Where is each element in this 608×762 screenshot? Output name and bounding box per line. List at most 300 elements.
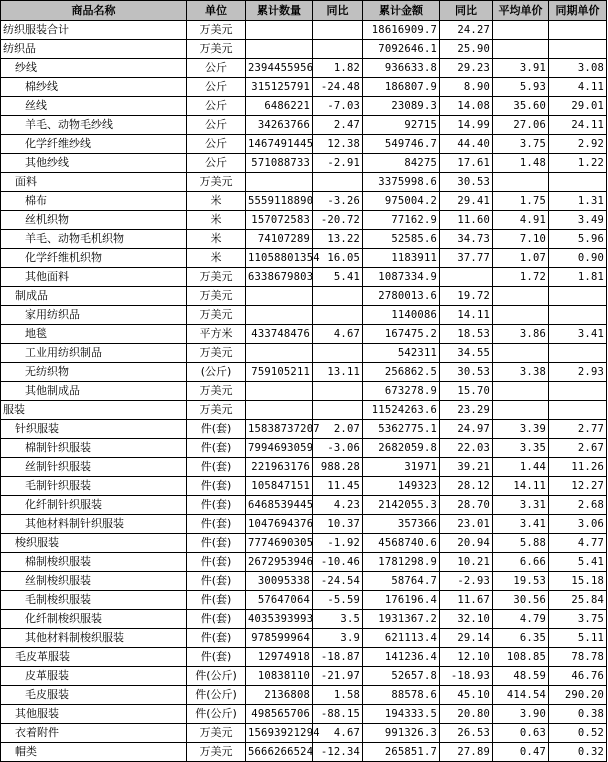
cell-product-name: 羊毛、动物毛纱线 (1, 116, 187, 135)
cell-product-name: 丝制针织服装 (1, 458, 187, 477)
cell-amount-yoy: 18.53 (440, 325, 493, 344)
cell-unit: 公斤 (187, 135, 246, 154)
cell-unit: 件(套) (187, 477, 246, 496)
cell-quantity-yoy: 10.37 (313, 515, 363, 534)
cell-unit: 万美元 (187, 287, 246, 306)
cell-unit: 米 (187, 230, 246, 249)
cell-cumulative-amount: 975004.2 (363, 192, 440, 211)
cell-unit: 件(套) (187, 496, 246, 515)
cell-average-price: 3.75 (493, 135, 549, 154)
cell-quantity-yoy: 4.67 (313, 724, 363, 743)
cell-unit: 件(套) (187, 420, 246, 439)
cell-cumulative-amount: 5362775.1 (363, 420, 440, 439)
table-row (1, 249, 607, 268)
table-row (1, 363, 607, 382)
cell-quantity-yoy: 13.22 (313, 230, 363, 249)
cell-average-price: 6.35 (493, 629, 549, 648)
cell-unit: 公斤 (187, 116, 246, 135)
cell-cumulative-quantity: 498565706 (246, 705, 313, 724)
cell-cumulative-quantity: 5666266524 (246, 743, 313, 762)
cell-average-price: 14.11 (493, 477, 549, 496)
cell-average-price (493, 382, 549, 401)
cell-unit: 公斤 (187, 154, 246, 173)
cell-cumulative-amount: 58764.7 (363, 572, 440, 591)
cell-product-name: 其他材料制梭织服装 (1, 629, 187, 648)
cell-product-name: 衣着附件 (1, 724, 187, 743)
cell-quantity-yoy (313, 306, 363, 325)
cell-amount-yoy: 28.70 (440, 496, 493, 515)
cell-quantity-yoy: 13.11 (313, 363, 363, 382)
cell-product-name: 服装 (1, 401, 187, 420)
cell-product-name: 毛制梭织服装 (1, 591, 187, 610)
cell-cumulative-quantity: 1467491445 (246, 135, 313, 154)
cell-average-price (493, 21, 549, 40)
table-row (1, 59, 607, 78)
cell-unit: 万美元 (187, 40, 246, 59)
cell-product-name: 化学纤维机织物 (1, 249, 187, 268)
table-row (1, 325, 607, 344)
cell-cumulative-quantity: 6338679803 (246, 268, 313, 287)
cell-average-price: 0.63 (493, 724, 549, 743)
cell-prior-period-price: 2.67 (549, 439, 607, 458)
cell-quantity-yoy: -21.97 (313, 667, 363, 686)
table-row (1, 439, 607, 458)
cell-prior-period-price (549, 173, 607, 192)
cell-unit: 件(套) (187, 534, 246, 553)
cell-average-price: 3.91 (493, 59, 549, 78)
header-average-price: 平均单价 (493, 1, 549, 21)
table-row (1, 97, 607, 116)
cell-quantity-yoy: 4.67 (313, 325, 363, 344)
cell-average-price: 3.90 (493, 705, 549, 724)
cell-cumulative-quantity (246, 21, 313, 40)
cell-unit: 万美元 (187, 173, 246, 192)
header-product-name: 商品名称 (1, 1, 187, 21)
header-amount-yoy: 同比 (440, 1, 493, 21)
table-row (1, 135, 607, 154)
cell-unit: 万美元 (187, 724, 246, 743)
cell-product-name: 工业用纺织制品 (1, 344, 187, 363)
cell-amount-yoy: 19.72 (440, 287, 493, 306)
cell-unit: 万美元 (187, 743, 246, 762)
header-unit: 单位 (187, 1, 246, 21)
cell-unit: 件(套) (187, 439, 246, 458)
table-row (1, 648, 607, 667)
cell-amount-yoy: 45.10 (440, 686, 493, 705)
cell-average-price: 3.31 (493, 496, 549, 515)
cell-average-price (493, 344, 549, 363)
cell-cumulative-amount: 3375998.6 (363, 173, 440, 192)
cell-quantity-yoy (313, 287, 363, 306)
cell-prior-period-price (549, 287, 607, 306)
table-row (1, 724, 607, 743)
cell-quantity-yoy: 11.45 (313, 477, 363, 496)
cell-quantity-yoy: -24.54 (313, 572, 363, 591)
cell-average-price: 0.47 (493, 743, 549, 762)
cell-average-price: 108.85 (493, 648, 549, 667)
cell-unit: 万美元 (187, 21, 246, 40)
cell-prior-period-price: 3.49 (549, 211, 607, 230)
table-row (1, 382, 607, 401)
cell-cumulative-quantity: 1047694376 (246, 515, 313, 534)
cell-cumulative-quantity (246, 173, 313, 192)
cell-average-price: 3.35 (493, 439, 549, 458)
cell-cumulative-quantity: 433748476 (246, 325, 313, 344)
cell-product-name: 棉制针织服装 (1, 439, 187, 458)
cell-average-price: 1.44 (493, 458, 549, 477)
cell-quantity-yoy: 1.58 (313, 686, 363, 705)
cell-amount-yoy: 26.53 (440, 724, 493, 743)
table-row (1, 401, 607, 420)
cell-average-price: 3.39 (493, 420, 549, 439)
cell-prior-period-price: 3.08 (549, 59, 607, 78)
cell-cumulative-amount: 1931367.2 (363, 610, 440, 629)
cell-prior-period-price: 0.38 (549, 705, 607, 724)
cell-quantity-yoy: 5.41 (313, 268, 363, 287)
cell-prior-period-price: 1.31 (549, 192, 607, 211)
cell-average-price: 1.72 (493, 268, 549, 287)
cell-quantity-yoy: -10.46 (313, 553, 363, 572)
cell-amount-yoy (440, 268, 493, 287)
cell-amount-yoy: 30.53 (440, 363, 493, 382)
cell-cumulative-quantity (246, 306, 313, 325)
table-row (1, 591, 607, 610)
cell-unit: (公斤) (187, 363, 246, 382)
cell-prior-period-price: 4.77 (549, 534, 607, 553)
cell-unit: 件(套) (187, 629, 246, 648)
cell-cumulative-amount: 4568740.6 (363, 534, 440, 553)
cell-prior-period-price (549, 382, 607, 401)
cell-amount-yoy: 23.29 (440, 401, 493, 420)
cell-product-name: 面料 (1, 173, 187, 192)
cell-product-name: 化学纤维纱线 (1, 135, 187, 154)
cell-quantity-yoy (313, 382, 363, 401)
cell-cumulative-amount: 549746.7 (363, 135, 440, 154)
cell-cumulative-amount: 92715 (363, 116, 440, 135)
cell-unit: 件(套) (187, 610, 246, 629)
cell-average-price: 4.91 (493, 211, 549, 230)
cell-amount-yoy: 44.40 (440, 135, 493, 154)
cell-cumulative-amount: 1140086 (363, 306, 440, 325)
cell-average-price (493, 173, 549, 192)
cell-average-price: 19.53 (493, 572, 549, 591)
cell-prior-period-price: 5.41 (549, 553, 607, 572)
table-row (1, 116, 607, 135)
cell-cumulative-amount: 2142055.3 (363, 496, 440, 515)
cell-prior-period-price: 2.92 (549, 135, 607, 154)
cell-cumulative-amount: 1087334.9 (363, 268, 440, 287)
cell-amount-yoy: 39.21 (440, 458, 493, 477)
table-row (1, 496, 607, 515)
table-row (1, 192, 607, 211)
cell-cumulative-amount: 31971 (363, 458, 440, 477)
table-row (1, 572, 607, 591)
cell-unit: 米 (187, 249, 246, 268)
cell-cumulative-quantity: 105847151 (246, 477, 313, 496)
cell-cumulative-amount: 621113.4 (363, 629, 440, 648)
cell-average-price (493, 401, 549, 420)
cell-quantity-yoy: 3.9 (313, 629, 363, 648)
cell-average-price: 5.93 (493, 78, 549, 97)
cell-quantity-yoy (313, 21, 363, 40)
cell-unit: 件(套) (187, 591, 246, 610)
cell-prior-period-price: 5.11 (549, 629, 607, 648)
cell-amount-yoy: 34.73 (440, 230, 493, 249)
cell-cumulative-quantity: 10838110 (246, 667, 313, 686)
cell-quantity-yoy: -5.59 (313, 591, 363, 610)
cell-cumulative-quantity: 12974918 (246, 648, 313, 667)
cell-cumulative-quantity: 2672953946 (246, 553, 313, 572)
cell-cumulative-quantity: 6486221 (246, 97, 313, 116)
cell-cumulative-amount: 186807.9 (363, 78, 440, 97)
cell-quantity-yoy: 16.05 (313, 249, 363, 268)
table-row (1, 154, 607, 173)
cell-cumulative-amount: 88578.6 (363, 686, 440, 705)
cell-quantity-yoy: -3.26 (313, 192, 363, 211)
table-row (1, 667, 607, 686)
table-body (1, 21, 607, 762)
cell-unit: 万美元 (187, 382, 246, 401)
cell-cumulative-amount: 194333.5 (363, 705, 440, 724)
cell-cumulative-quantity: 571088733 (246, 154, 313, 173)
cell-prior-period-price (549, 344, 607, 363)
table-row (1, 458, 607, 477)
table-row (1, 534, 607, 553)
cell-prior-period-price: 2.77 (549, 420, 607, 439)
cell-cumulative-quantity (246, 40, 313, 59)
cell-prior-period-price: 46.76 (549, 667, 607, 686)
cell-unit: 件(套) (187, 648, 246, 667)
cell-product-name: 纺织服装合计 (1, 21, 187, 40)
cell-prior-period-price: 3.75 (549, 610, 607, 629)
cell-product-name: 其他制成品 (1, 382, 187, 401)
header-cumulative-quantity: 累计数量 (246, 1, 313, 21)
header-row (1, 1, 607, 21)
cell-quantity-yoy: 4.23 (313, 496, 363, 515)
cell-cumulative-quantity: 2394455956 (246, 59, 313, 78)
cell-average-price: 5.88 (493, 534, 549, 553)
cell-cumulative-quantity: 11058801354 (246, 249, 313, 268)
cell-quantity-yoy: -3.06 (313, 439, 363, 458)
cell-cumulative-amount: 77162.9 (363, 211, 440, 230)
cell-cumulative-quantity (246, 401, 313, 420)
cell-cumulative-quantity: 30095338 (246, 572, 313, 591)
cell-cumulative-quantity (246, 287, 313, 306)
cell-product-name: 梭织服装 (1, 534, 187, 553)
cell-cumulative-quantity: 2136808 (246, 686, 313, 705)
cell-prior-period-price: 0.90 (549, 249, 607, 268)
cell-average-price: 414.54 (493, 686, 549, 705)
cell-cumulative-quantity (246, 344, 313, 363)
cell-product-name: 棉纱线 (1, 78, 187, 97)
cell-cumulative-amount: 2780013.6 (363, 287, 440, 306)
cell-average-price: 3.86 (493, 325, 549, 344)
cell-average-price: 48.59 (493, 667, 549, 686)
cell-amount-yoy: 29.14 (440, 629, 493, 648)
cell-product-name: 其他服装 (1, 705, 187, 724)
cell-cumulative-amount: 265851.7 (363, 743, 440, 762)
cell-prior-period-price (549, 40, 607, 59)
cell-unit: 件(公斤) (187, 686, 246, 705)
cell-amount-yoy: 12.10 (440, 648, 493, 667)
header-quantity-yoy: 同比 (313, 1, 363, 21)
cell-prior-period-price: 1.81 (549, 268, 607, 287)
cell-cumulative-amount: 1183911 (363, 249, 440, 268)
cell-quantity-yoy: -7.03 (313, 97, 363, 116)
cell-prior-period-price: 15.18 (549, 572, 607, 591)
cell-amount-yoy: 17.61 (440, 154, 493, 173)
cell-average-price: 1.75 (493, 192, 549, 211)
table-row (1, 230, 607, 249)
cell-unit: 件(套) (187, 458, 246, 477)
cell-amount-yoy: 20.94 (440, 534, 493, 553)
cell-cumulative-amount: 18616909.7 (363, 21, 440, 40)
cell-prior-period-price: 290.20 (549, 686, 607, 705)
cell-cumulative-quantity (246, 382, 313, 401)
cell-product-name: 丝制梭织服装 (1, 572, 187, 591)
cell-amount-yoy: 14.99 (440, 116, 493, 135)
cell-unit: 万美元 (187, 401, 246, 420)
cell-cumulative-amount: 936633.8 (363, 59, 440, 78)
cell-quantity-yoy (313, 173, 363, 192)
cell-cumulative-amount: 52657.8 (363, 667, 440, 686)
cell-cumulative-amount: 84275 (363, 154, 440, 173)
cell-quantity-yoy: -12.34 (313, 743, 363, 762)
table-row (1, 40, 607, 59)
cell-amount-yoy: 25.90 (440, 40, 493, 59)
cell-quantity-yoy: -18.87 (313, 648, 363, 667)
cell-product-name: 毛皮革服装 (1, 648, 187, 667)
cell-prior-period-price: 24.11 (549, 116, 607, 135)
cell-product-name: 毛制针织服装 (1, 477, 187, 496)
header-prior-period-price: 同期单价 (549, 1, 607, 21)
table-row (1, 743, 607, 762)
cell-product-name: 皮革服装 (1, 667, 187, 686)
cell-prior-period-price: 4.11 (549, 78, 607, 97)
cell-product-name: 毛皮服装 (1, 686, 187, 705)
cell-quantity-yoy (313, 401, 363, 420)
cell-cumulative-quantity: 7994693059 (246, 439, 313, 458)
cell-product-name: 制成品 (1, 287, 187, 306)
table-row (1, 610, 607, 629)
table-row (1, 629, 607, 648)
cell-cumulative-amount: 149323 (363, 477, 440, 496)
cell-average-price: 1.07 (493, 249, 549, 268)
cell-unit: 米 (187, 192, 246, 211)
cell-product-name: 化纤制针织服装 (1, 496, 187, 515)
table-row (1, 268, 607, 287)
cell-quantity-yoy: 988.28 (313, 458, 363, 477)
cell-product-name: 羊毛、动物毛机织物 (1, 230, 187, 249)
cell-average-price: 1.48 (493, 154, 549, 173)
cell-product-name: 其他面料 (1, 268, 187, 287)
cell-cumulative-amount: 23089.3 (363, 97, 440, 116)
cell-product-name: 其他材料制针织服装 (1, 515, 187, 534)
cell-unit: 件(公斤) (187, 667, 246, 686)
cell-unit: 万美元 (187, 344, 246, 363)
cell-quantity-yoy: 3.5 (313, 610, 363, 629)
cell-unit: 平方米 (187, 325, 246, 344)
cell-amount-yoy: 10.21 (440, 553, 493, 572)
cell-amount-yoy: 8.90 (440, 78, 493, 97)
cell-quantity-yoy: 2.47 (313, 116, 363, 135)
table-row (1, 344, 607, 363)
cell-prior-period-price: 3.41 (549, 325, 607, 344)
cell-prior-period-price: 78.78 (549, 648, 607, 667)
cell-prior-period-price: 1.22 (549, 154, 607, 173)
cell-quantity-yoy: 1.82 (313, 59, 363, 78)
cell-unit: 件(套) (187, 515, 246, 534)
cell-product-name: 化纤制梭织服装 (1, 610, 187, 629)
cell-amount-yoy: 28.12 (440, 477, 493, 496)
cell-product-name: 家用纺织品 (1, 306, 187, 325)
cell-quantity-yoy: 12.38 (313, 135, 363, 154)
cell-amount-yoy: -18.93 (440, 667, 493, 686)
cell-quantity-yoy (313, 40, 363, 59)
cell-cumulative-quantity: 221963176 (246, 458, 313, 477)
cell-average-price: 3.41 (493, 515, 549, 534)
cell-average-price: 3.38 (493, 363, 549, 382)
cell-amount-yoy: 29.41 (440, 192, 493, 211)
cell-product-name: 棉布 (1, 192, 187, 211)
cell-amount-yoy: 29.23 (440, 59, 493, 78)
table-row (1, 420, 607, 439)
cell-amount-yoy: 23.01 (440, 515, 493, 534)
cell-quantity-yoy: -24.48 (313, 78, 363, 97)
cell-unit: 公斤 (187, 78, 246, 97)
cell-cumulative-amount: 141236.4 (363, 648, 440, 667)
cell-amount-yoy: 11.67 (440, 591, 493, 610)
cell-amount-yoy: 22.03 (440, 439, 493, 458)
cell-prior-period-price: 3.06 (549, 515, 607, 534)
cell-cumulative-quantity: 315125791 (246, 78, 313, 97)
table-row (1, 477, 607, 496)
cell-average-price (493, 40, 549, 59)
cell-cumulative-quantity: 978599964 (246, 629, 313, 648)
cell-product-name: 帽类 (1, 743, 187, 762)
cell-amount-yoy: 14.11 (440, 306, 493, 325)
cell-product-name: 地毯 (1, 325, 187, 344)
header-cumulative-amount: 累计金额 (363, 1, 440, 21)
cell-amount-yoy: 27.89 (440, 743, 493, 762)
cell-amount-yoy: 30.53 (440, 173, 493, 192)
cell-unit: 万美元 (187, 268, 246, 287)
cell-unit: 公斤 (187, 59, 246, 78)
cell-amount-yoy: 20.80 (440, 705, 493, 724)
cell-average-price (493, 306, 549, 325)
cell-cumulative-amount: 1781298.9 (363, 553, 440, 572)
cell-cumulative-quantity: 7774690305 (246, 534, 313, 553)
cell-cumulative-amount: 256862.5 (363, 363, 440, 382)
cell-cumulative-quantity: 15693921294 (246, 724, 313, 743)
cell-unit: 公斤 (187, 97, 246, 116)
cell-cumulative-quantity: 5559118890 (246, 192, 313, 211)
cell-cumulative-quantity: 74107289 (246, 230, 313, 249)
cell-product-name: 丝线 (1, 97, 187, 116)
cell-prior-period-price (549, 306, 607, 325)
cell-cumulative-amount: 11524263.6 (363, 401, 440, 420)
cell-cumulative-amount: 991326.3 (363, 724, 440, 743)
cell-cumulative-amount: 673278.9 (363, 382, 440, 401)
cell-prior-period-price: 2.68 (549, 496, 607, 515)
cell-cumulative-quantity: 34263766 (246, 116, 313, 135)
table-row (1, 78, 607, 97)
cell-prior-period-price: 0.52 (549, 724, 607, 743)
cell-cumulative-amount: 7092646.1 (363, 40, 440, 59)
cell-cumulative-amount: 2682059.8 (363, 439, 440, 458)
cell-amount-yoy: 15.70 (440, 382, 493, 401)
cell-average-price: 35.60 (493, 97, 549, 116)
